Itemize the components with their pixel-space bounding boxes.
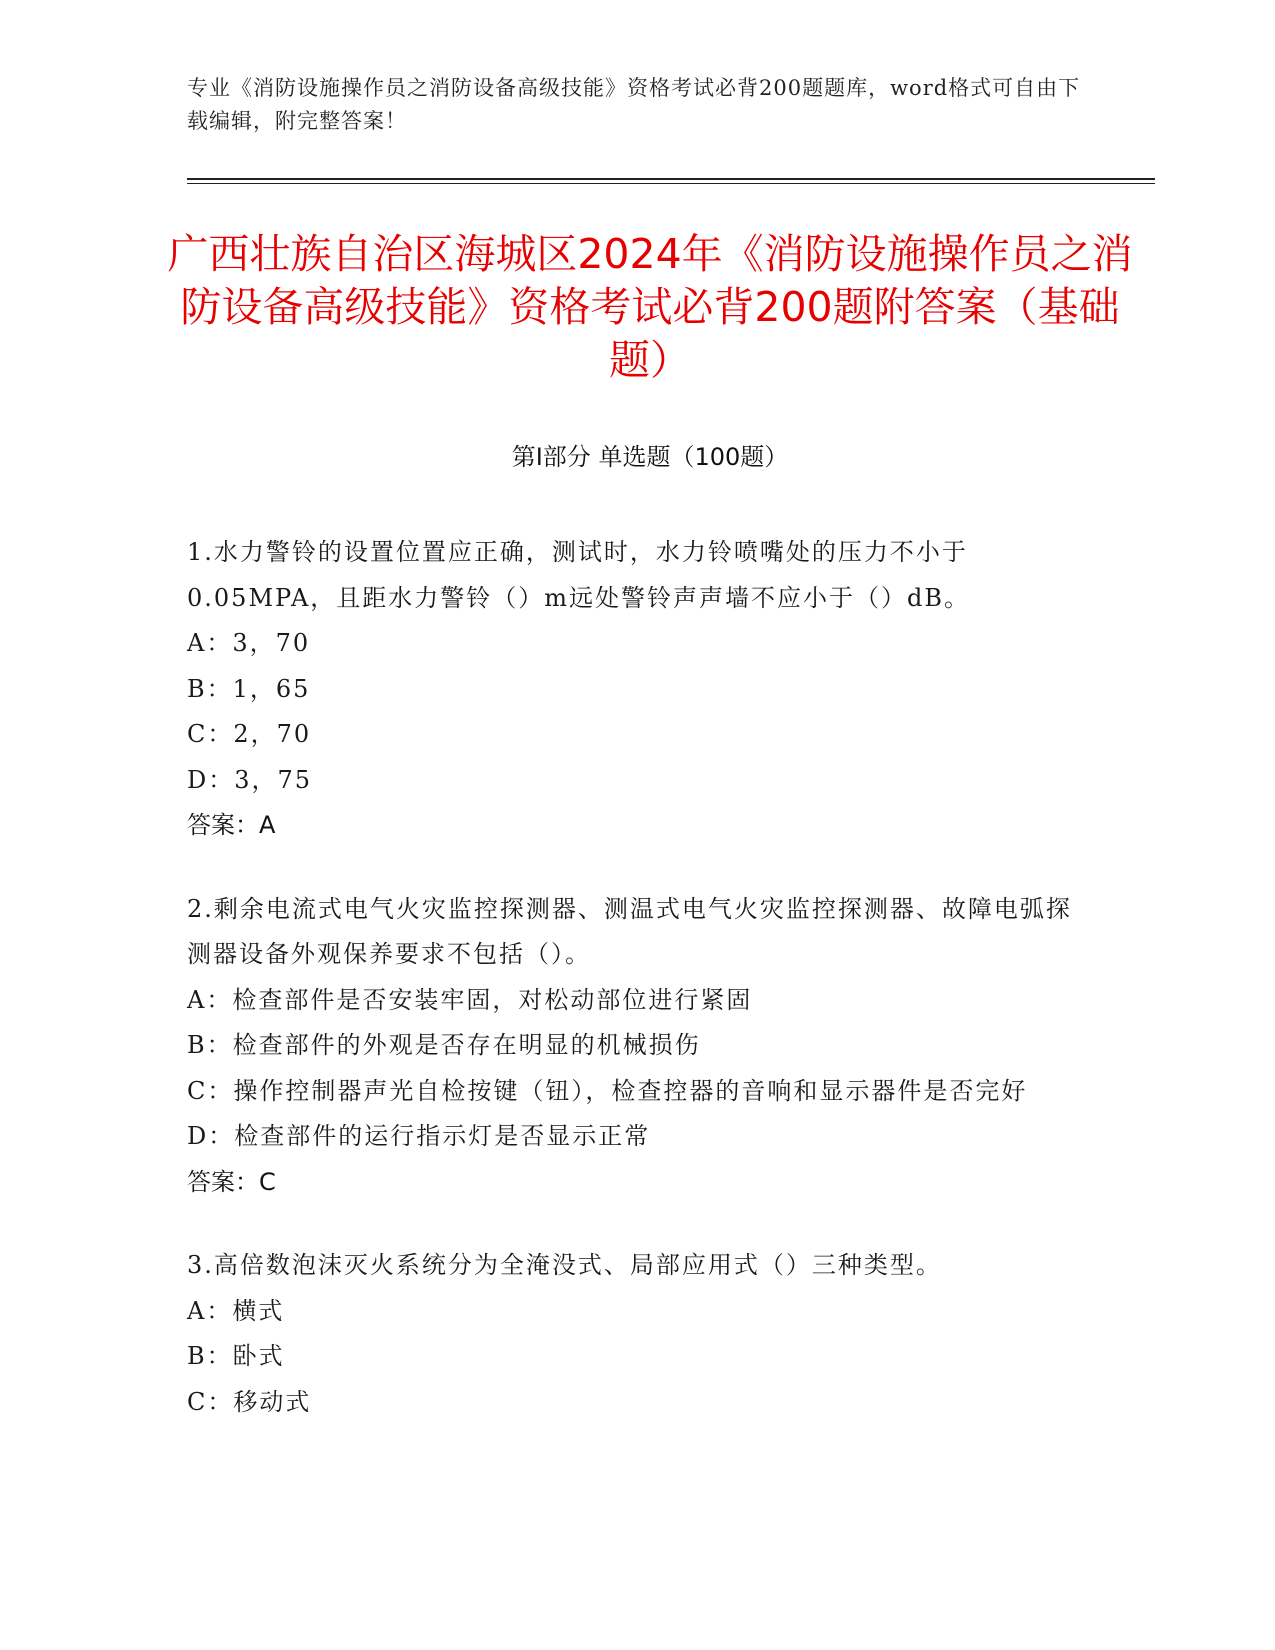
question-1 xyxy=(187,530,1077,849)
question-2 xyxy=(187,887,1077,1206)
question-3 xyxy=(187,1243,1077,1425)
answer: 答案：C xyxy=(187,1167,276,1196)
header-divider-thick xyxy=(187,178,1155,180)
question-stem: 2.剩余电流式电气火灾监控探测器、测温式电气火灾监控探测器、故障电弧探测器设备外观保养要求不包括（）。 xyxy=(187,894,1072,968)
option-a: A：横式 xyxy=(187,1296,285,1325)
answer: 答案：A xyxy=(187,811,276,839)
option-d: D：3，75 xyxy=(187,765,313,794)
header-note: 专业《消防设施操作员之消防设备高级技能》资格考试必背200题题库，word格式可自由下载编辑，附完整答案！ xyxy=(187,76,1081,133)
option-c: C：操作控制器声光自检按键（钮），检查控器的音响和显示器件是否完好 xyxy=(187,1076,1028,1105)
option-b: B：1，65 xyxy=(187,674,311,703)
option-d: D：检查部件的运行指示灯是否显示正常 xyxy=(187,1122,651,1150)
header-divider-thin xyxy=(187,183,1155,184)
option-b: B：卧式 xyxy=(187,1342,285,1370)
section-heading: 第Ⅰ部分 单选题（100题） xyxy=(511,443,789,471)
document-title: 广西壮族自治区海城区2024年《消防设施操作员之消防设备高级技能》资格考试必背200题附答案（基础题） xyxy=(167,230,1133,384)
question-stem: 1.水力警铃的设置位置应正确，测试时，水力铃喷嘴处的压力不小于0.05MPA，且距水力警铃（）m远处警铃声声墙不应小于（）dB。 xyxy=(187,538,971,612)
option-c: C：2，70 xyxy=(187,720,312,748)
question-stem: 3.高倍数泡沫灭火系统分为全淹没式、局部应用式（）三种类型。 xyxy=(187,1251,942,1279)
option-a: A：3，70 xyxy=(187,629,311,657)
question-list xyxy=(187,530,1077,1463)
option-c: C：移动式 xyxy=(187,1387,312,1416)
option-b: B：检查部件的外观是否存在明显的机械损伤 xyxy=(187,1031,701,1059)
option-a: A：检查部件是否安装牢固，对松动部位进行紧固 xyxy=(187,985,753,1014)
